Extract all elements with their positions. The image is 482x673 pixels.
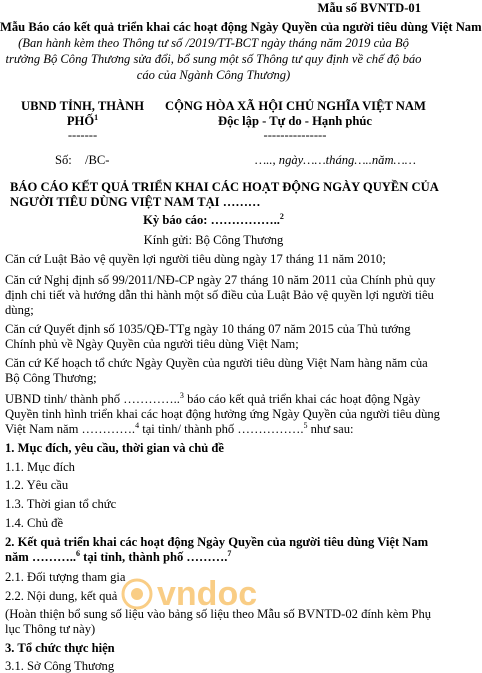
basis-paragraph: Bộ Công Thương; (5, 371, 97, 385)
intro-paragraph: Quyền tỉnh hình triển khai các hoạt động hưởng ứng Ngày Quyền của người tiêu dùng (5, 407, 440, 421)
motto-divider: --------------- (263, 128, 327, 142)
basis-paragraph: Căn cứ Luật Bảo vệ quyền lợi người tiêu dùng ngày 17 tháng 11 năm 2010; (5, 252, 386, 266)
watermark-text: vndoc (157, 575, 258, 613)
basis-paragraph: định chi tiết và hướng dẫn thi hành một số điều của Luật Bảo vệ quyền lợi người tiêu (5, 288, 434, 302)
basis-paragraph: Căn cứ Nghị định số 99/2011/NĐ-CP ngày 27 tháng 10 năm 2011 của Chính phủ quy (5, 273, 436, 287)
national-motto: Độc lập - Tự do - Hạnh phúc (218, 114, 372, 128)
agency-name-line: PHỐ$^1$ (66, 112, 99, 128)
section-item: 1.3. Thời gian tổ chức (5, 497, 117, 511)
basis-paragraph: Căn cứ Quyết định số 1035/QĐ-TTg ngày 10 tháng 07 năm 2015 của Thủ tướng (5, 322, 411, 336)
report-title-line: BÁO CÁO KẾT QUẢ TRIỂN KHAI CÁC HOẠT ĐỘNG NGÀY QUYỀN CỦA (10, 180, 439, 194)
section-note: (Hoàn thiện bổ sung số liệu vào bảng số liệu theo Mẫu số BVNTD-02 đính kèm Phụ (5, 607, 432, 621)
form-subtitle-line: cáo của Ngành Công Thương) (136, 68, 291, 82)
basis-paragraph: Căn cứ Kế hoạch tổ chức Ngày Quyền của người tiêu dùng Việt Nam hàng năm của (5, 356, 428, 370)
intro-paragraph: Việt Nam năm ………….$^4$ tại tỉnh/ thành phố …………….$^5$ như sau: (5, 420, 354, 436)
date-line: ….., ngày……tháng…..năm…… (255, 153, 416, 167)
intro-paragraph: UBND tỉnh/ thành phố …………..$^3$ báo cáo kết quả triển khai các hoạt động Ngày (5, 390, 421, 406)
form-number: Mẫu số BVNTD-01 (317, 1, 421, 15)
section-item: 1.4. Chủ đề (5, 516, 64, 530)
section-heading: 2. Kết quả triển khai các hoạt động Ngày Quyền của người tiêu dùng Việt Nam (5, 535, 429, 549)
doc-number-prefix: Số: (55, 153, 72, 167)
national-title: CỘNG HÒA XÃ HỘI CHỦ NGHĨA VIỆT NAM (165, 99, 426, 113)
form-subtitle-line: trưởng Bộ Công Thương sửa đổi, bổ sung một số Thông tư quy định về chế độ báo (5, 52, 422, 66)
section-item: 1.2. Yêu cầu (5, 478, 69, 492)
section-item: 2.1. Đối tượng tham gia (5, 570, 126, 584)
section-item: 2.2. Nội dung, kết quả (5, 589, 118, 603)
form-subtitle-line: (Ban hành kèm theo Thông tư số /2019/TT-BCT ngày tháng năm 2019 của Bộ (18, 36, 409, 50)
section-item: 1.1. Mục đích (5, 460, 75, 474)
form-title: Mẫu Báo cáo kết quả triển khai các hoạt động Ngày Quyền của người tiêu dùng Việt Nam (0, 20, 482, 34)
section-heading: 1. Mục đích, yêu cầu, thời gian và chủ đề (5, 441, 224, 455)
report-period: Kỳ báo cáo: ……………..$^2$ (143, 211, 284, 227)
recipient: Kính gửi: Bộ Công Thương (143, 233, 284, 247)
section-item: 3.1. Sở Công Thương (5, 659, 115, 673)
basis-paragraph: Chính phủ về Ngày Quyền của người tiêu dùng Việt Nam; (5, 337, 299, 351)
section-note: lục Thông tư này) (5, 622, 96, 636)
section-heading: 3. Tổ chức thực hiện (5, 641, 115, 655)
agency-name-line: UBND TỈNH, THÀNH (20, 99, 145, 113)
basis-paragraph: dùng; (5, 303, 34, 317)
section-heading: năm ………..$^6$ tại tỉnh, thành phố ……….$^7$ (5, 548, 232, 564)
doc-number: /BC- (85, 153, 110, 167)
agency-divider: ------- (67, 128, 98, 142)
report-title-line: NGƯỜI TIÊU DÙNG VIỆT NAM TẠI ……… (10, 195, 261, 209)
